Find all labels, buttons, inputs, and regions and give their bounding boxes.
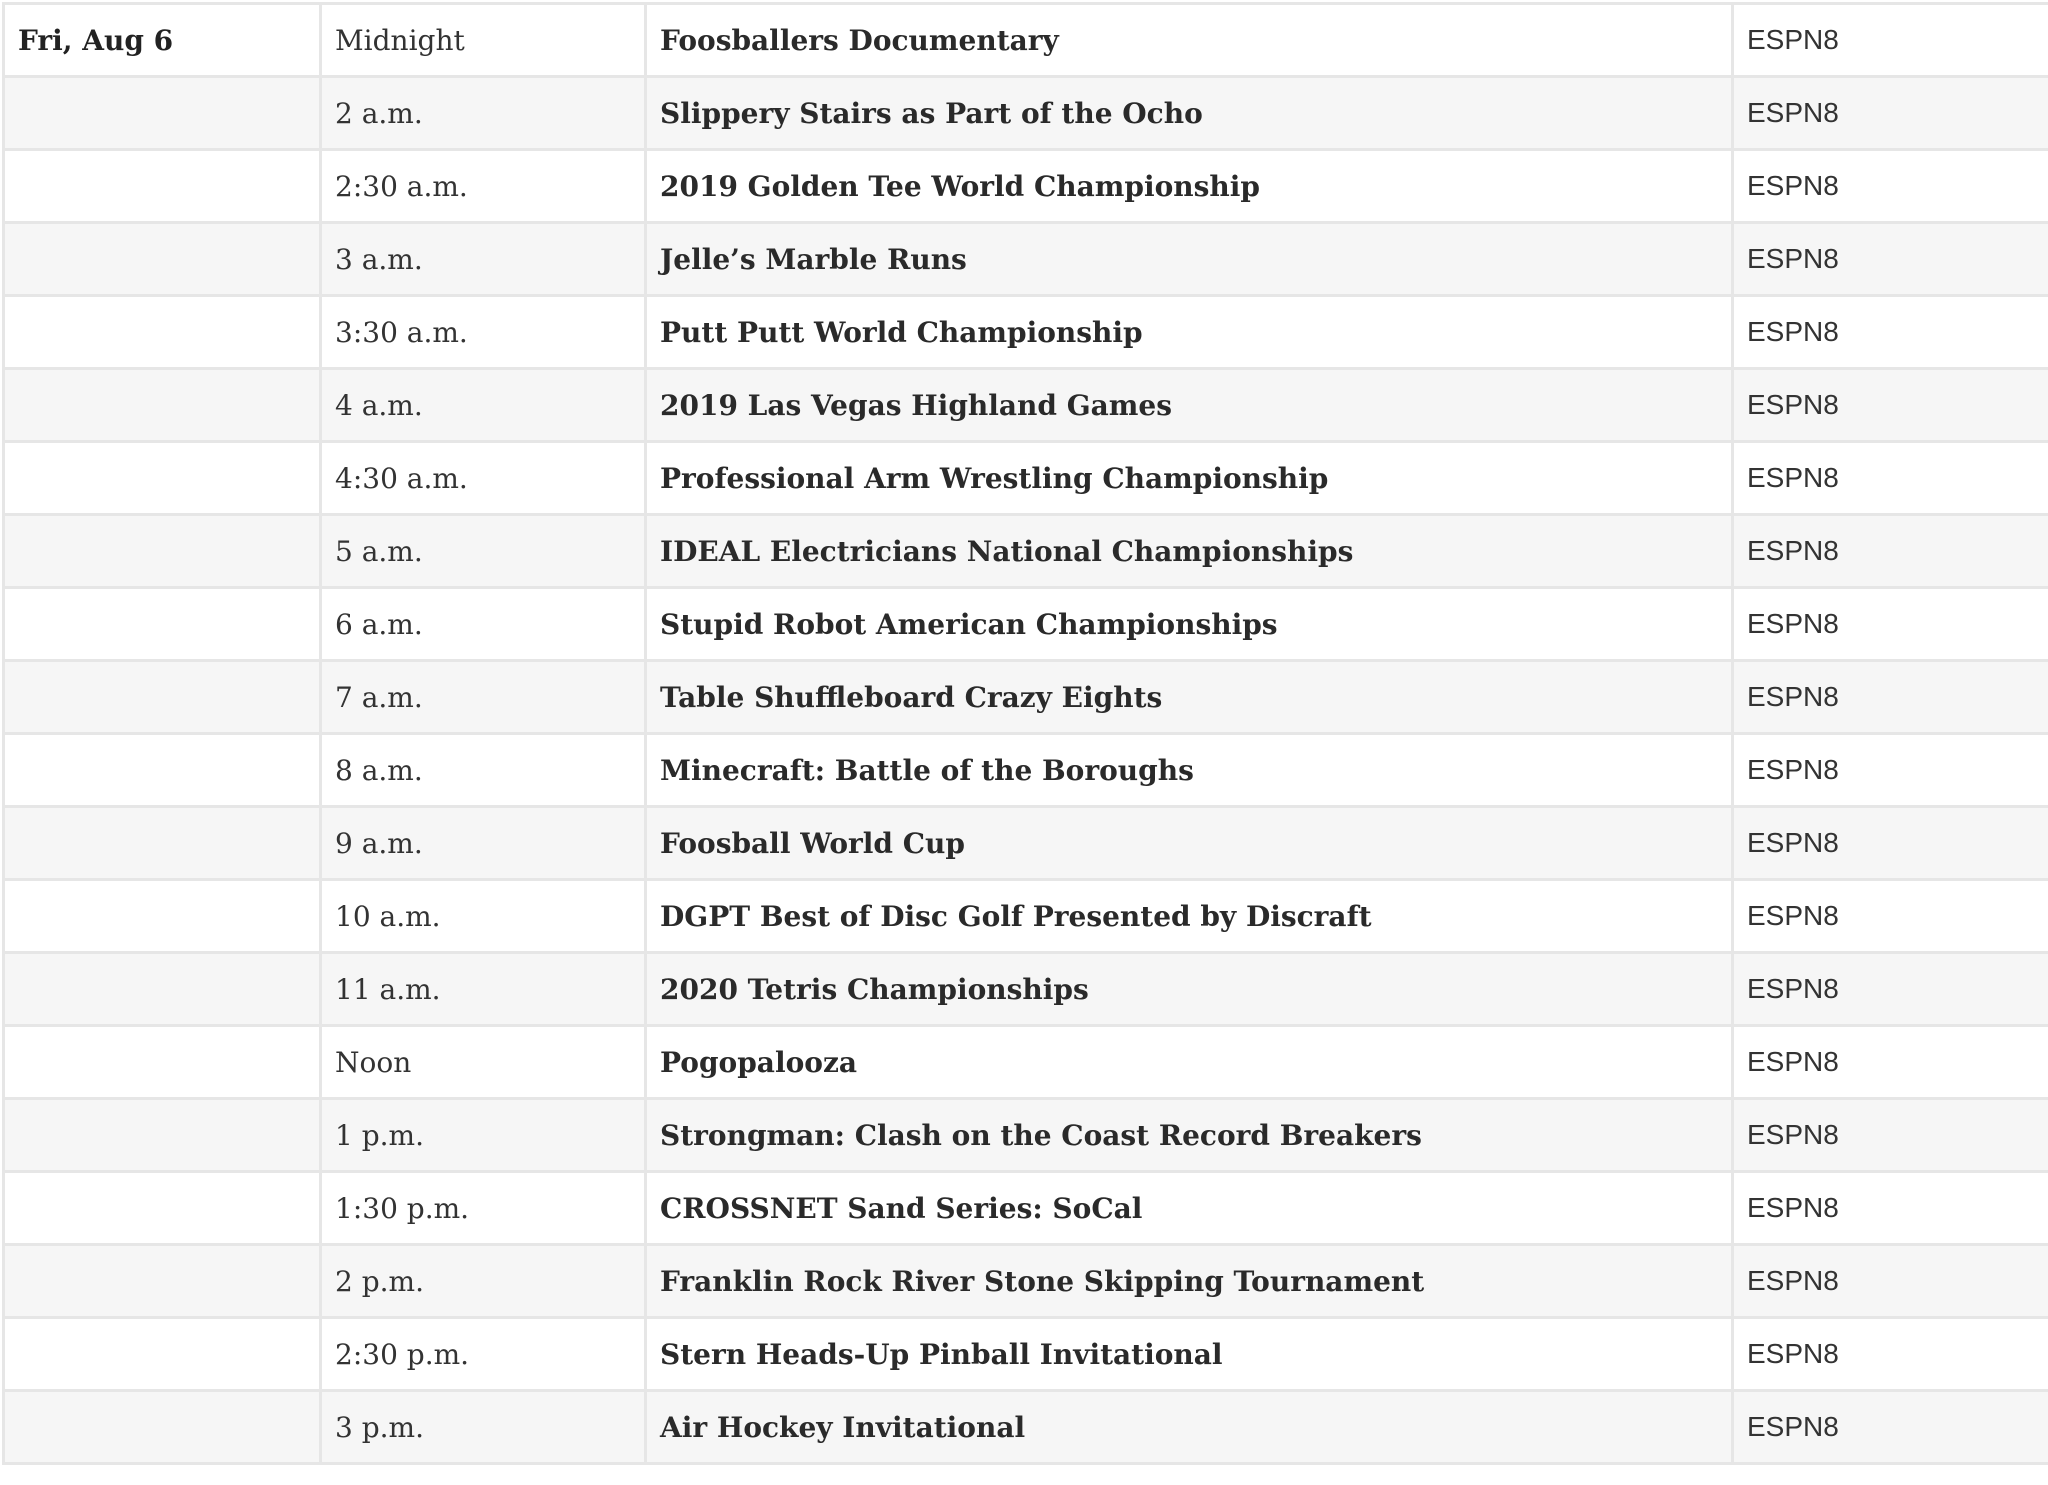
date-cell	[4, 661, 321, 734]
date-cell	[4, 807, 321, 880]
date-cell	[4, 442, 321, 515]
schedule-table	[2, 2, 2048, 1465]
network-cell: ESPN8	[1733, 515, 2048, 588]
time-cell: Midnight	[321, 4, 646, 77]
program-cell: CROSSNET Sand Series: SoCal	[646, 1172, 1733, 1245]
time-cell: 7 a.m.	[321, 661, 646, 734]
time-cell: 3 p.m.	[321, 1391, 646, 1464]
time-cell: 6 a.m.	[321, 588, 646, 661]
network-cell: ESPN8	[1733, 807, 2048, 880]
program-cell: Stern Heads-Up Pinball Invitational	[646, 1318, 1733, 1391]
table-row	[4, 588, 2048, 661]
program-cell: Pogopalooza	[646, 1026, 1733, 1099]
date-cell	[4, 369, 321, 442]
date-cell	[4, 588, 321, 661]
time-cell: 8 a.m.	[321, 734, 646, 807]
network-cell: ESPN8	[1733, 150, 2048, 223]
table-row	[4, 150, 2048, 223]
program-cell: Minecraft: Battle of the Boroughs	[646, 734, 1733, 807]
table-row	[4, 442, 2048, 515]
program-cell: Foosball World Cup	[646, 807, 1733, 880]
program-cell: Professional Arm Wrestling Championship	[646, 442, 1733, 515]
table-row	[4, 1318, 2048, 1391]
time-cell: 9 a.m.	[321, 807, 646, 880]
network-cell: ESPN8	[1733, 223, 2048, 296]
time-cell: 1:30 p.m.	[321, 1172, 646, 1245]
program-cell: DGPT Best of Disc Golf Presented by Discraft	[646, 880, 1733, 953]
time-cell: 2 p.m.	[321, 1245, 646, 1318]
network-cell: ESPN8	[1733, 1099, 2048, 1172]
network-cell: ESPN8	[1733, 1318, 2048, 1391]
program-cell: Putt Putt World Championship	[646, 296, 1733, 369]
schedule-body	[4, 4, 2048, 1464]
table-row	[4, 1099, 2048, 1172]
network-cell: ESPN8	[1733, 1026, 2048, 1099]
table-row	[4, 661, 2048, 734]
table-row	[4, 296, 2048, 369]
date-cell	[4, 1099, 321, 1172]
table-row	[4, 369, 2048, 442]
time-cell: 10 a.m.	[321, 880, 646, 953]
date-cell	[4, 223, 321, 296]
network-cell: ESPN8	[1733, 1172, 2048, 1245]
time-cell: Noon	[321, 1026, 646, 1099]
date-cell	[4, 1172, 321, 1245]
program-cell: 2019 Golden Tee World Championship	[646, 150, 1733, 223]
program-cell: Air Hockey Invitational	[646, 1391, 1733, 1464]
date-cell	[4, 77, 321, 150]
program-cell: IDEAL Electricians National Championships	[646, 515, 1733, 588]
network-cell: ESPN8	[1733, 1391, 2048, 1464]
time-cell: 1 p.m.	[321, 1099, 646, 1172]
date-cell	[4, 880, 321, 953]
time-cell: 2:30 a.m.	[321, 150, 646, 223]
date-cell	[4, 150, 321, 223]
time-cell: 11 a.m.	[321, 953, 646, 1026]
network-cell: ESPN8	[1733, 1245, 2048, 1318]
program-cell: Jelle’s Marble Runs	[646, 223, 1733, 296]
table-row	[4, 1026, 2048, 1099]
time-cell: 2:30 p.m.	[321, 1318, 646, 1391]
table-row	[4, 4, 2048, 77]
time-cell: 4:30 a.m.	[321, 442, 646, 515]
date-cell	[4, 1026, 321, 1099]
table-row	[4, 807, 2048, 880]
table-row	[4, 77, 2048, 150]
date-cell	[4, 1245, 321, 1318]
program-cell: Stupid Robot American Championships	[646, 588, 1733, 661]
date-cell	[4, 1318, 321, 1391]
network-cell: ESPN8	[1733, 77, 2048, 150]
table-row	[4, 1172, 2048, 1245]
network-cell: ESPN8	[1733, 588, 2048, 661]
program-cell: Table Shuffleboard Crazy Eights	[646, 661, 1733, 734]
table-row	[4, 1245, 2048, 1318]
program-cell: Slippery Stairs as Part of the Ocho	[646, 77, 1733, 150]
network-cell: ESPN8	[1733, 880, 2048, 953]
date-cell	[4, 1391, 321, 1464]
program-cell: 2020 Tetris Championships	[646, 953, 1733, 1026]
date-cell	[4, 296, 321, 369]
time-cell: 5 a.m.	[321, 515, 646, 588]
network-cell: ESPN8	[1733, 661, 2048, 734]
date-cell	[4, 515, 321, 588]
network-cell: ESPN8	[1733, 953, 2048, 1026]
table-row	[4, 734, 2048, 807]
program-cell: Strongman: Clash on the Coast Record Breakers	[646, 1099, 1733, 1172]
date-cell: Fri, Aug 6	[4, 4, 321, 77]
network-cell: ESPN8	[1733, 369, 2048, 442]
table-row	[4, 1391, 2048, 1464]
time-cell: 3:30 a.m.	[321, 296, 646, 369]
table-row	[4, 880, 2048, 953]
program-cell: Foosballers Documentary	[646, 4, 1733, 77]
date-cell	[4, 734, 321, 807]
table-row	[4, 953, 2048, 1026]
network-cell: ESPN8	[1733, 296, 2048, 369]
table-row	[4, 223, 2048, 296]
network-cell: ESPN8	[1733, 442, 2048, 515]
network-cell: ESPN8	[1733, 4, 2048, 77]
program-cell: Franklin Rock River Stone Skipping Tournament	[646, 1245, 1733, 1318]
time-cell: 2 a.m.	[321, 77, 646, 150]
program-cell: 2019 Las Vegas Highland Games	[646, 369, 1733, 442]
time-cell: 3 a.m.	[321, 223, 646, 296]
time-cell: 4 a.m.	[321, 369, 646, 442]
date-cell	[4, 953, 321, 1026]
network-cell: ESPN8	[1733, 734, 2048, 807]
table-row	[4, 515, 2048, 588]
